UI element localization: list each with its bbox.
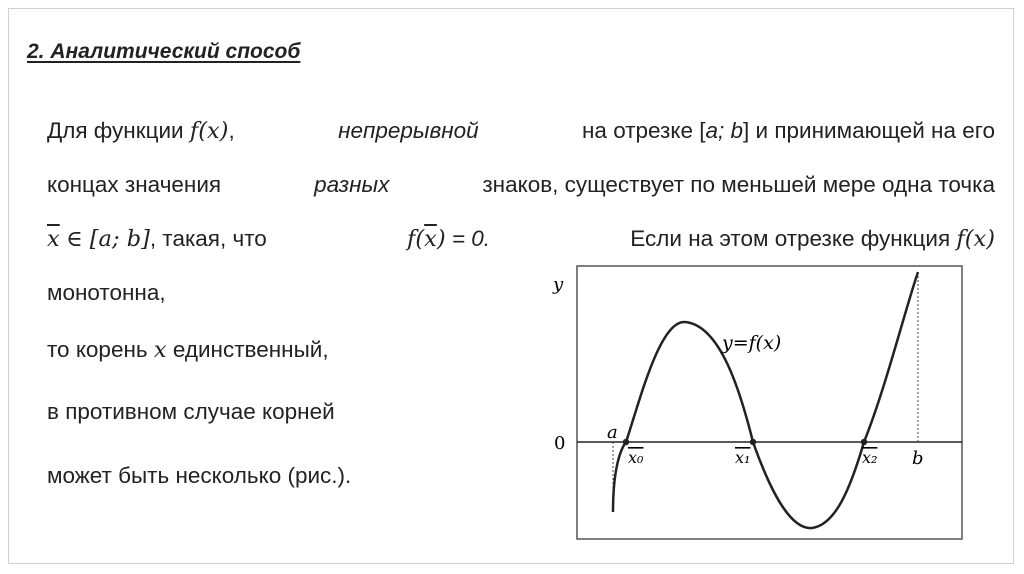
y-axis-label: y [553, 274, 564, 295]
text-otherwise: в противном случае корней [47, 399, 335, 424]
curve-label: y=f(x) [722, 332, 782, 354]
root-point-x0 [623, 439, 629, 445]
x1-label: x₁ [735, 448, 751, 467]
text-signs-exists: знаков, существует по меньшей мере одна точка [482, 172, 995, 197]
zero-label: 0 [554, 433, 566, 454]
text-for-function: Для функции f(x), [47, 118, 235, 144]
graph-frame [577, 266, 962, 539]
section-heading: 2. Аналитический способ [27, 40, 301, 63]
text-several-roots: может быть несколько (рис.). [47, 463, 352, 488]
paragraph-line-1 [47, 104, 995, 158]
x2-label: x₂ [862, 448, 878, 467]
paragraph-line-2 [47, 158, 995, 212]
function-curve [613, 272, 918, 528]
paragraph-line-4: монотонна, [47, 280, 166, 305]
math-equation: $f(\overline{x}) = 0$. [407, 226, 491, 252]
root-point-x2 [861, 439, 867, 445]
function-graph [540, 262, 980, 547]
text-continuous: непрерывной [338, 118, 479, 143]
text-endpoint-values: концах значения [47, 172, 222, 197]
math-xbar-in-segment: $\overline{x}$ ∈ [a; b], такая, что [47, 226, 267, 252]
x0-label: x₀ [628, 448, 644, 467]
root-point-x1 [750, 439, 756, 445]
text-on-segment: на отрезке [a; b] и принимающей на его [582, 118, 995, 143]
text-unique-root: то корень x единственный, [47, 337, 329, 363]
text-different: разных [314, 172, 390, 197]
paragraph-line-3 [47, 212, 995, 266]
b-label: b [912, 448, 924, 469]
text-if-monotone: Если на этом отрезке функция f(x) [630, 226, 995, 252]
a-label: a [607, 422, 618, 443]
